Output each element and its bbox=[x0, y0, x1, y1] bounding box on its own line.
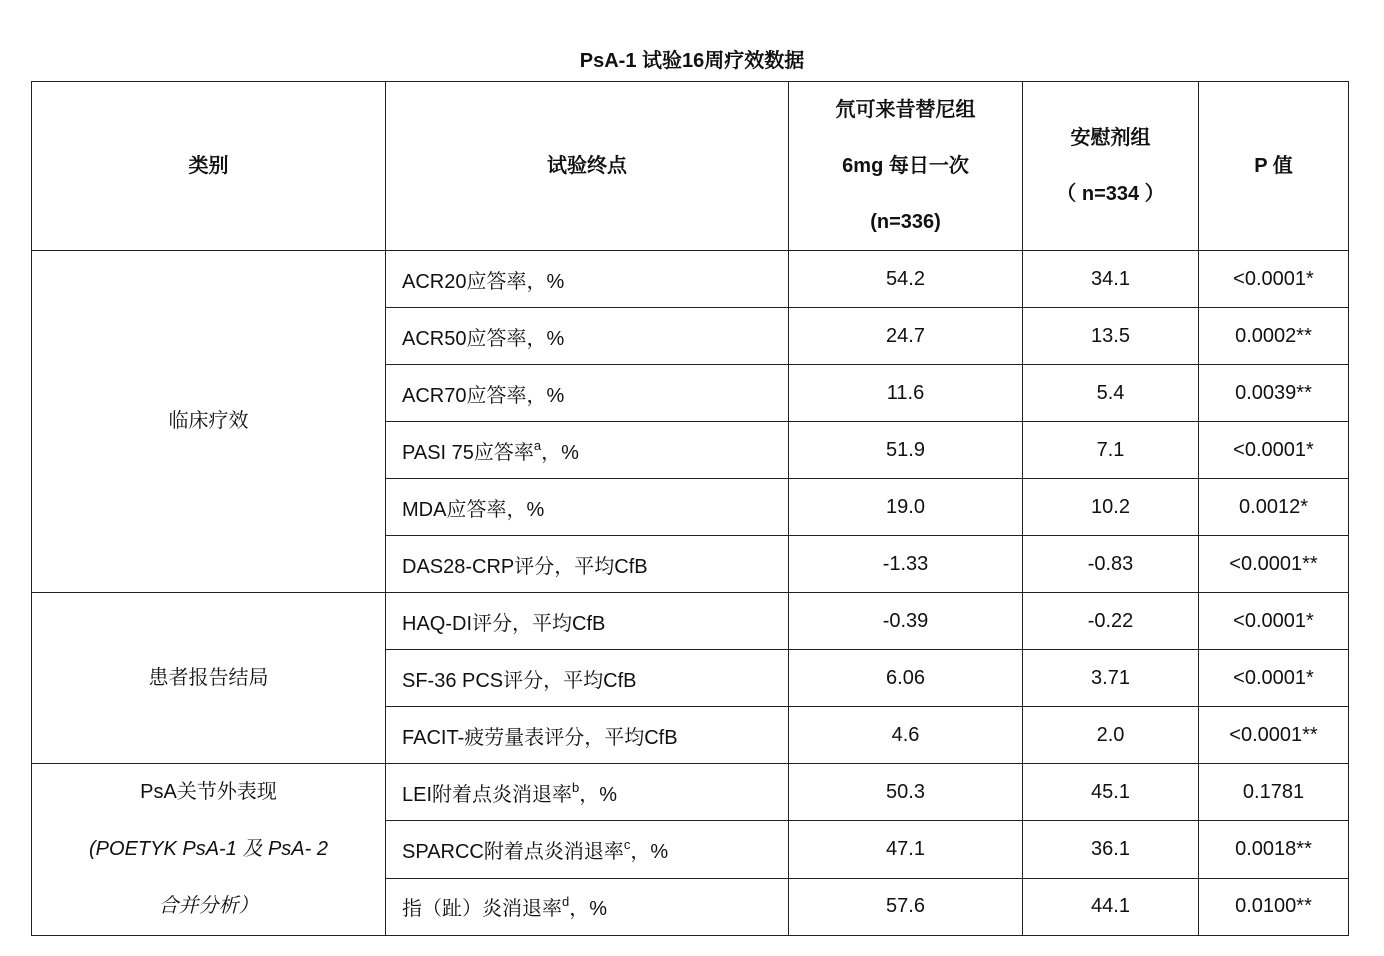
header-drug-group bbox=[789, 82, 1023, 251]
endpoint-cell bbox=[386, 479, 789, 536]
p-value: <0.0001** bbox=[1199, 536, 1349, 593]
endpoint-text: PASI 75应答率 bbox=[402, 441, 534, 464]
placebo-value: 5.4 bbox=[1023, 365, 1199, 422]
endpoint-cell bbox=[386, 422, 789, 479]
endpoint-cell bbox=[386, 707, 789, 764]
header-drug-line1: 氘可来昔替尼组 bbox=[835, 99, 976, 121]
drug-value: 19.0 bbox=[789, 479, 1023, 536]
category-note-line2: 合并分析） bbox=[158, 895, 259, 917]
placebo-value: -0.83 bbox=[1023, 536, 1199, 593]
endpoint-cell bbox=[386, 821, 789, 878]
table-header-row bbox=[32, 82, 1349, 251]
footnote-marker: a bbox=[533, 437, 542, 453]
endpoint-text: HAQ-DI评分，平均CfB bbox=[402, 612, 606, 635]
endpoint-cell bbox=[386, 878, 789, 935]
drug-value: -1.33 bbox=[789, 536, 1023, 593]
drug-value: 47.1 bbox=[789, 821, 1023, 878]
footnote-marker: c bbox=[623, 836, 631, 852]
endpoint-text: SF-36 PCS评分，平均CfB bbox=[402, 669, 637, 692]
endpoint-cell bbox=[386, 536, 789, 593]
drug-value: 6.06 bbox=[789, 650, 1023, 707]
header-drug-line3: (n=336) bbox=[870, 211, 941, 233]
endpoint-cell bbox=[386, 764, 789, 821]
drug-value: 50.3 bbox=[789, 764, 1023, 821]
endpoint-cell bbox=[386, 365, 789, 422]
drug-value: -0.39 bbox=[789, 593, 1023, 650]
endpoint-cell bbox=[386, 593, 789, 650]
endpoint-suffix: ，% bbox=[569, 898, 608, 921]
category-label: 临床疗效 bbox=[168, 410, 249, 432]
placebo-value: 13.5 bbox=[1023, 308, 1199, 365]
endpoint-cell bbox=[386, 308, 789, 365]
p-value: 0.1781 bbox=[1199, 764, 1349, 821]
endpoint-text: ACR20应答率，% bbox=[402, 270, 565, 293]
placebo-value: 45.1 bbox=[1023, 764, 1199, 821]
header-placebo-group bbox=[1023, 82, 1199, 251]
category-patient-reported bbox=[32, 593, 386, 764]
category-clinical bbox=[32, 251, 386, 593]
p-value: 0.0018** bbox=[1199, 821, 1349, 878]
endpoint-text: DAS28-CRP评分，平均CfB bbox=[402, 555, 648, 578]
placebo-value: 2.0 bbox=[1023, 707, 1199, 764]
header-pvalue: P 值 bbox=[1199, 82, 1349, 251]
placebo-value: -0.22 bbox=[1023, 593, 1199, 650]
p-value: <0.0001* bbox=[1199, 650, 1349, 707]
header-endpoint: 试验终点 bbox=[386, 82, 789, 251]
category-extra-articular bbox=[32, 764, 386, 936]
p-value: <0.0001* bbox=[1199, 251, 1349, 308]
p-value: <0.0001* bbox=[1199, 422, 1349, 479]
drug-value: 51.9 bbox=[789, 422, 1023, 479]
drug-value: 4.6 bbox=[789, 707, 1023, 764]
table-row bbox=[32, 593, 1349, 650]
placebo-value: 7.1 bbox=[1023, 422, 1199, 479]
p-value: 0.0012* bbox=[1199, 479, 1349, 536]
efficacy-table bbox=[31, 81, 1349, 936]
placebo-value: 36.1 bbox=[1023, 821, 1199, 878]
placebo-value: 10.2 bbox=[1023, 479, 1199, 536]
endpoint-cell bbox=[386, 650, 789, 707]
placebo-value: 44.1 bbox=[1023, 878, 1199, 935]
p-value: 0.0002** bbox=[1199, 308, 1349, 365]
category-label: 患者报告结局 bbox=[148, 666, 269, 689]
page-title: PsA-1 试验16周疗效数据 bbox=[579, 50, 805, 72]
endpoint-suffix: ，% bbox=[541, 441, 579, 464]
endpoint-text: FACIT-疲劳量表评分，平均CfB bbox=[402, 726, 678, 749]
endpoint-suffix: ，% bbox=[630, 840, 669, 863]
endpoint-text: LEI附着点炎消退率 bbox=[402, 783, 573, 806]
endpoint-text: MDA应答率，% bbox=[402, 498, 545, 521]
placebo-value: 3.71 bbox=[1023, 650, 1199, 707]
drug-value: 11.6 bbox=[789, 365, 1023, 422]
endpoint-text: 指（趾）炎消退率 bbox=[402, 898, 562, 921]
endpoint-cell bbox=[386, 251, 789, 308]
table-row bbox=[32, 764, 1349, 821]
header-placebo-line1: 安慰剂组 bbox=[1070, 127, 1151, 149]
endpoint-text: ACR70应答率，% bbox=[402, 384, 565, 407]
category-note-line1: (POETYK PsA-1 及 PsA- 2 bbox=[89, 838, 328, 860]
drug-value: 24.7 bbox=[789, 308, 1023, 365]
placebo-value: 34.1 bbox=[1023, 251, 1199, 308]
endpoint-text: ACR50应答率，% bbox=[402, 327, 565, 350]
p-value: <0.0001* bbox=[1199, 593, 1349, 650]
category-label: PsA关节外表现 bbox=[140, 781, 277, 803]
drug-value: 54.2 bbox=[789, 251, 1023, 308]
drug-value: 57.6 bbox=[789, 878, 1023, 935]
table-row bbox=[32, 251, 1349, 308]
endpoint-suffix: ，% bbox=[579, 783, 618, 806]
p-value: <0.0001** bbox=[1199, 707, 1349, 764]
endpoint-text: SPARCC附着点炎消退率 bbox=[402, 840, 624, 863]
header-drug-line2: 6mg 每日一次 bbox=[842, 155, 969, 177]
p-value: 0.0100** bbox=[1199, 878, 1349, 935]
p-value: 0.0039** bbox=[1199, 365, 1349, 422]
header-category: 类别 bbox=[32, 82, 386, 251]
header-placebo-line2: （ n=334 ） bbox=[1056, 183, 1165, 205]
footnote-marker: b bbox=[572, 779, 580, 795]
footnote-marker: d bbox=[562, 894, 570, 910]
